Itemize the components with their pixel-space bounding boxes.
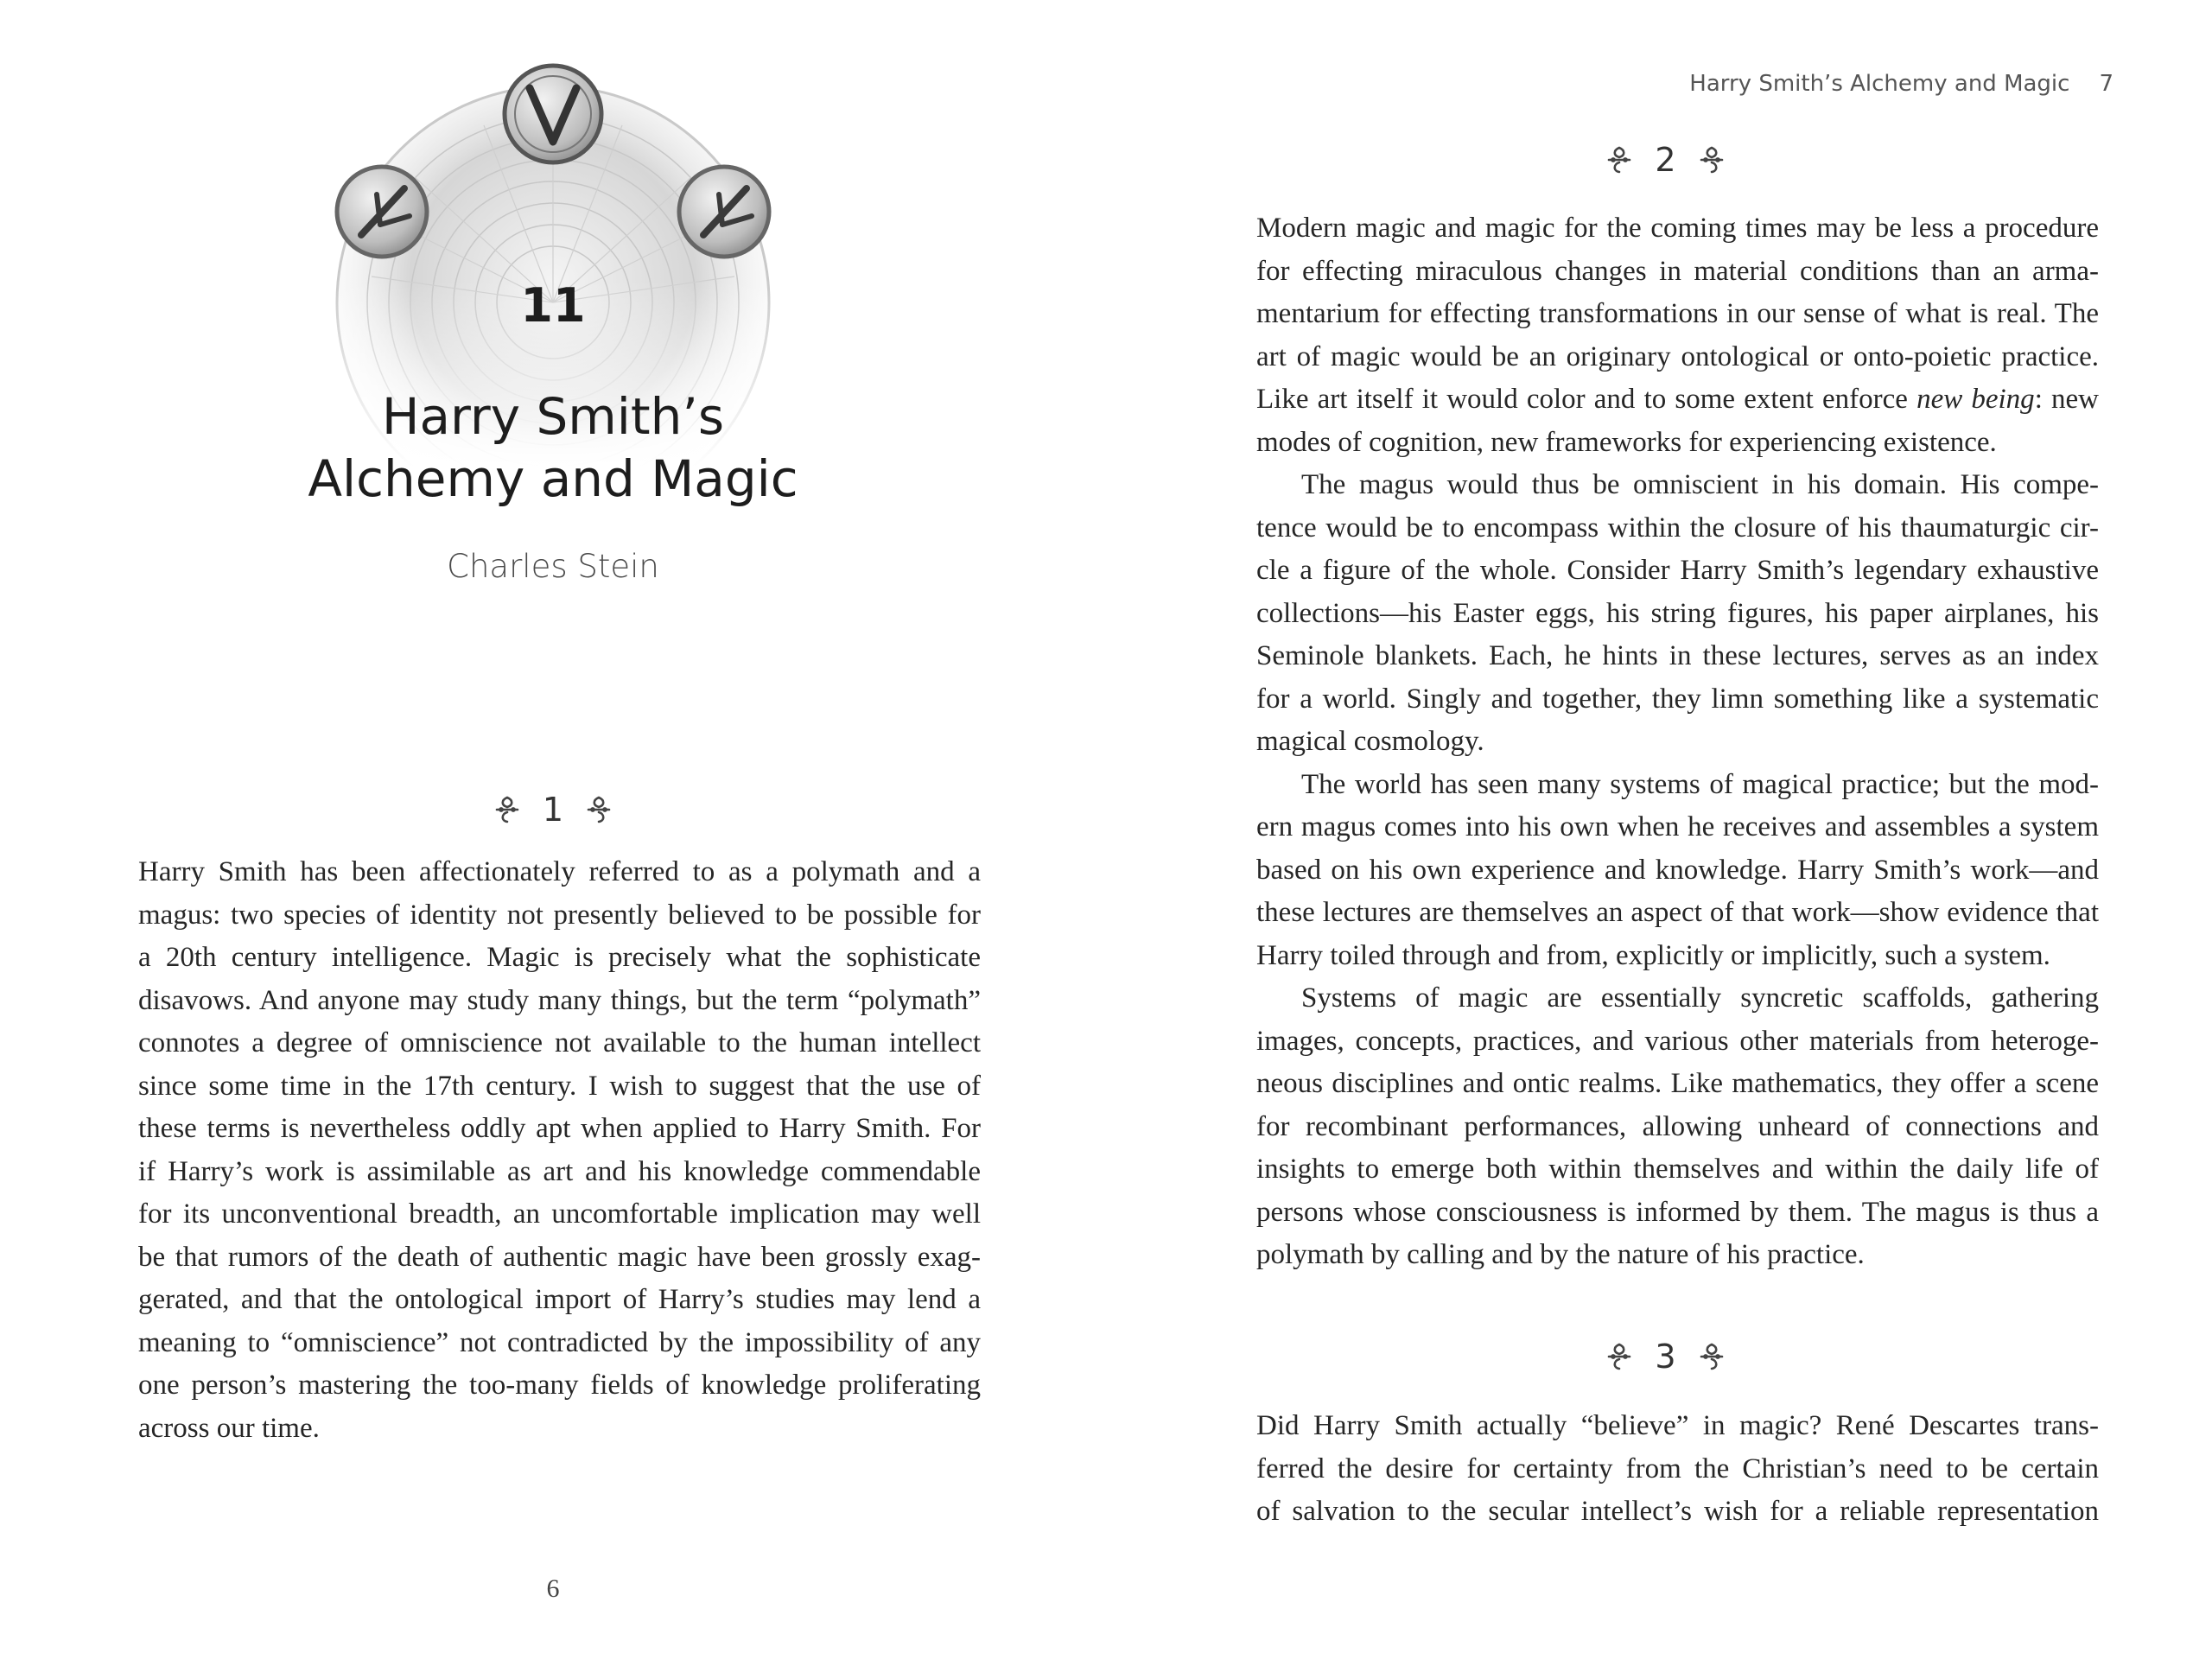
text-line: collections—his Easter eggs, his string figures, his paper airplanes, his	[1256, 597, 2099, 629]
text-line: for effecting miraculous changes in material conditions than an arma-	[1256, 255, 2099, 287]
fleuron-right-icon	[1699, 145, 1725, 175]
fleuron-right-icon	[586, 795, 612, 824]
text-line: across our time.	[138, 1412, 320, 1444]
running-head-title: Harry Smith’s Alchemy and Magic	[1689, 71, 2070, 97]
chapter-title-line: Harry Smith’s	[381, 387, 725, 446]
text-line: of salvation to the secular intellect’s wish for a reliable representation	[1256, 1496, 2099, 1527]
text-line: cle a figure of the whole. Consider Harry Smith’s legendary exhaustive	[1256, 555, 2099, 586]
text-line: magus: two species of identity not presently believed to be possible for	[138, 899, 981, 931]
text-line: polymath by calling and by the nature of his practice.	[1256, 1239, 1865, 1270]
fleuron-left-icon	[1606, 145, 1632, 175]
text-line: Seminole blankets. Each, he hints in these lectures, serves as an index	[1256, 640, 2099, 671]
text-line: for recombinant performances, allowing unheard of connections and	[1256, 1110, 2099, 1142]
text-line: disavows. And anyone may study many things, but the term “polymath”	[138, 984, 981, 1016]
text-line: insights to emerge both within themselves and within the daily life of	[1256, 1154, 2099, 1185]
text-line: ern magus comes into his own when he receives and assembles a system	[1256, 811, 2099, 842]
right-page	[1106, 0, 2212, 1659]
text-line: modes of cognition, new frameworks for experiencing existence.	[1256, 426, 1997, 458]
section-number: 1	[542, 791, 564, 829]
text-line: Systems of magic are essentially syncretic scaffolds, gathering	[1301, 982, 2099, 1014]
section-3-text	[1256, 1405, 2099, 1534]
text-line: based on his own experience and knowledge. Harry Smith’s work—and	[1256, 854, 2099, 886]
section-number: 3	[1655, 1338, 1676, 1376]
text-line: The magus would thus be omniscient in his domain. His compe-	[1301, 469, 2099, 500]
text-line: connotes a degree of omniscience not available to the human intellect	[138, 1027, 981, 1058]
text-line: meaning to “omniscience” not contradicted by the impossibility of any	[138, 1326, 981, 1358]
fleuron-left-icon	[1606, 1342, 1632, 1371]
text-line: these lectures are themselves an aspect of that work—show evidence that	[1256, 897, 2099, 928]
page-number: 7	[2099, 71, 2113, 97]
author-name: Charles Stein	[447, 548, 659, 585]
text-line: Harry toiled through and from, explicitly or implicitly, such a system.	[1256, 939, 2050, 971]
text-line: if Harry’s work is assimilable as art and his knowledge commendable	[138, 1155, 981, 1187]
text-line: The world has seen many systems of magical practice; but the mod-	[1301, 768, 2099, 800]
section-number: 2	[1655, 141, 1676, 179]
fleuron-right-icon	[1699, 1342, 1725, 1371]
section-marker-2	[1244, 138, 2087, 181]
chapter-number: 11	[520, 278, 586, 333]
text-line: Harry Smith has been affectionately referred to as a polymath and a	[138, 856, 981, 887]
text-line: for its unconventional breadth, an uncomfortable implication may well	[138, 1198, 981, 1230]
text-line: gerated, and that the ontological import of Harry’s studies may lend a	[138, 1284, 981, 1315]
text-line: magical cosmology.	[1256, 726, 1484, 757]
text-line: neous disciplines and ontic realms. Like mathematics, they offer a scene	[1256, 1068, 2099, 1099]
page-number: 6	[546, 1574, 560, 1603]
text-line: since some time in the 17th century. I wish to suggest that the use of	[138, 1070, 981, 1102]
running-head	[1689, 71, 2113, 97]
chapter-title	[0, 385, 1106, 510]
text-line: for a world. Singly and together, they limn something like a systematic	[1256, 683, 2099, 715]
section-marker-3	[1244, 1335, 2087, 1378]
section-marker-1	[0, 788, 1106, 831]
fleuron-left-icon	[494, 795, 520, 824]
text-line: tence would be to encompass within the closure of his thaumaturgic cir-	[1256, 512, 2099, 543]
text-line: one person’s mastering the too-many fields of knowledge proliferating	[138, 1370, 981, 1401]
text-line: mentarium for effecting transformations in our sense of what is real. The	[1256, 298, 2099, 329]
section-2-text	[1256, 207, 2099, 1277]
section-1-text	[138, 851, 981, 1450]
text-line: art of magic would be an originary ontological or onto-poietic practice.	[1256, 340, 2099, 372]
text-line: Did Harry Smith actually “believe” in magic? René Descartes trans-	[1256, 1410, 2099, 1441]
text-line: be that rumors of the death of authentic magic have been grossly exag-	[138, 1241, 981, 1273]
chapter-title-line: Alchemy and Magic	[308, 449, 798, 508]
text-line: these terms is nevertheless oddly apt when applied to Harry Smith. For	[138, 1113, 981, 1144]
text-line: Modern magic and magic for the coming times may be less a procedure	[1256, 213, 2099, 244]
text-line: ferred the desire for certainty from the Christian’s need to be certain	[1256, 1452, 2099, 1484]
text-line: images, concepts, practices, and various other materials from heteroge-	[1256, 1025, 2099, 1057]
text-line: persons whose consciousness is informed by them. The magus is thus a	[1256, 1196, 2099, 1228]
emphasis: new being	[1916, 384, 2035, 415]
text-line: a 20th century intelligence. Magic is precisely what the sophisticate	[138, 942, 981, 973]
text-line: Like art itself it would color and to some extent enforce new being: new	[1256, 384, 2099, 415]
